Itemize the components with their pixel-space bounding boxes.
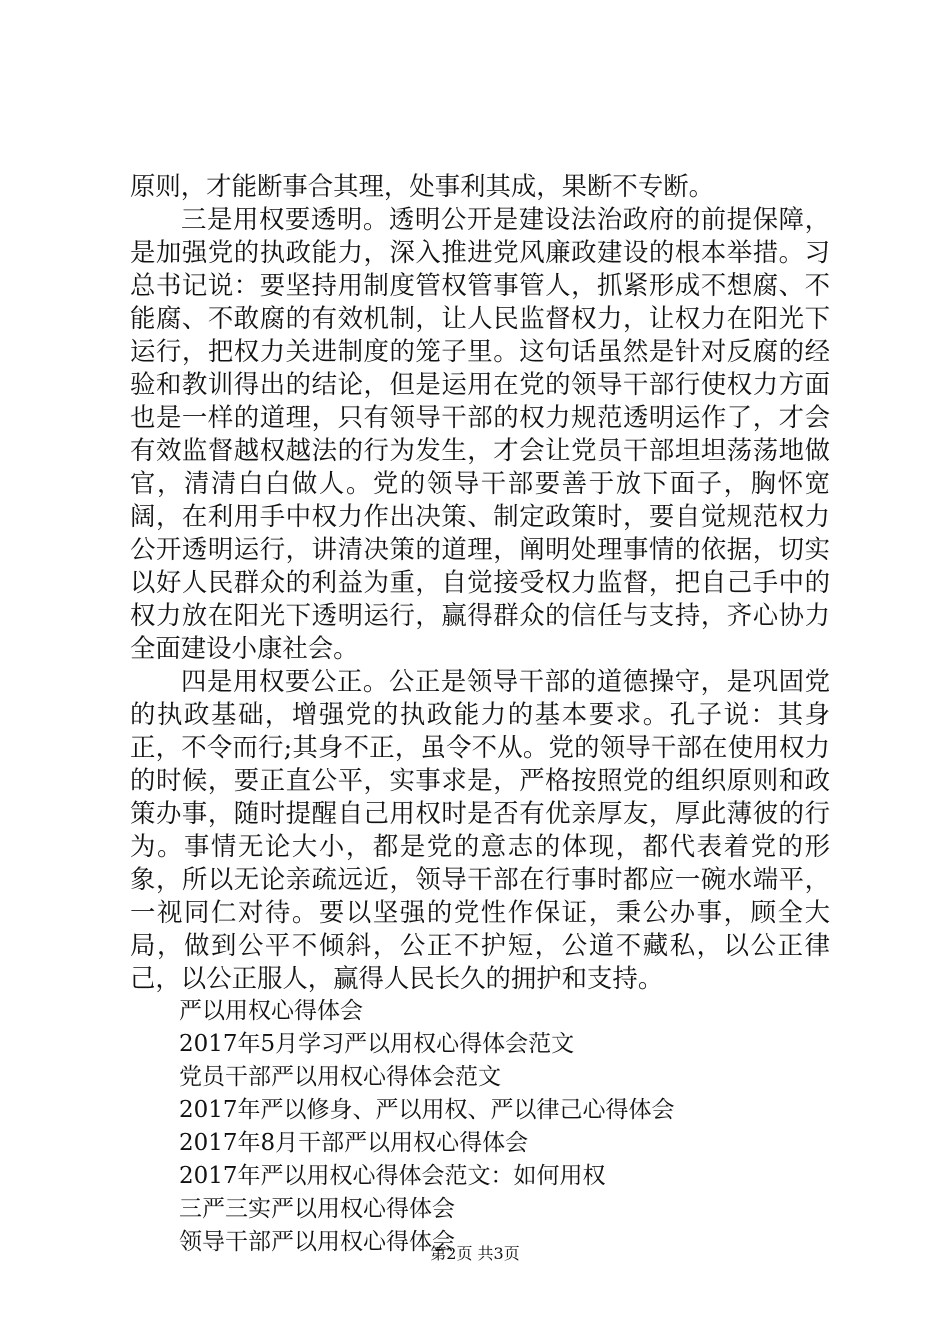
paragraph-fairness: 四是用权要公正。公正是领导干部的道德操守，是巩固党的执政基础，增强党的执政能力的基本要求。孔子说：其身正，不令而行;其身不正，虽令不从。党的领导干部在使用权力的时候，要正直公平，实事求是，严格按照党的组织原则和政策办事，随时提醒自己用权时是否有优亲厚友，厚此薄彼的行为。事情无论大小，都是党的意志的体现，都代表着党的形象，所以无论亲疏远近，领导干部在行事时都应一碗水端平，一视同仁对待。要以坚强的党性作保证，秉公办事，顾全大局，做到公平不倾斜，公正不护短，公道不藏私，以公正律己，以公正服人，赢得人民长久的拥护和支持。: [130, 666, 830, 993]
related-link[interactable]: 严以用权心得体会: [179, 998, 363, 1024]
document-body: [130, 170, 830, 1259]
paragraph-transparency: 三是用权要透明。透明公开是建设法治政府的前提保障，是加强党的执政能力，深入推进党风廉政建设的根本举措。习总书记说：要坚持用制度管权管事管人，抓紧形成不想腐、不能腐、不敢腐的有效机制，让人民监督权力，让权力在阳光下运行，把权力关进制度的笼子里。这句话虽然是针对反腐的经验和教训得出的结论，但是运用在党的领导干部行使权力方面也是一样的道理，只有领导干部的权力规范透明运作了，才会有效监督越权越法的行为发生，才会让党员干部坦坦荡荡地做官，清清白白做人。党的领导干部要善于放下面子，胸怀宽阔，在利用手中权力作出决策、制定政策时，要自觉规范权力公开透明运行，讲清决策的道理，阐明处理事情的依据，切实以好人民群众的利益为重，自觉接受权力监督，把自己手中的权力放在阳光下透明运行，赢得群众的信任与支持，齐心协力全面建设小康社会。: [130, 204, 830, 663]
related-link[interactable]: 领导干部严以用权心得体会: [179, 1229, 455, 1255]
related-link[interactable]: 2017年5月学习严以用权心得体会范文: [179, 1031, 575, 1057]
related-link[interactable]: 2017年8月干部严以用权心得体会: [179, 1130, 529, 1156]
page-indicator: 第2页 共3页: [430, 1244, 520, 1263]
related-link[interactable]: 党员干部严以用权心得体会范文: [179, 1064, 501, 1090]
related-links-list: [130, 995, 830, 1259]
related-link[interactable]: 2017年严以修身、严以用权、严以律己心得体会: [179, 1097, 675, 1123]
related-link[interactable]: 2017年严以用权心得体会范文：如何用权: [179, 1163, 606, 1189]
related-link[interactable]: 三严三实严以用权心得体会: [179, 1196, 455, 1222]
paragraph-continuation: 原则，才能断事合其理，处事利其成，果断不专断。: [130, 171, 714, 201]
